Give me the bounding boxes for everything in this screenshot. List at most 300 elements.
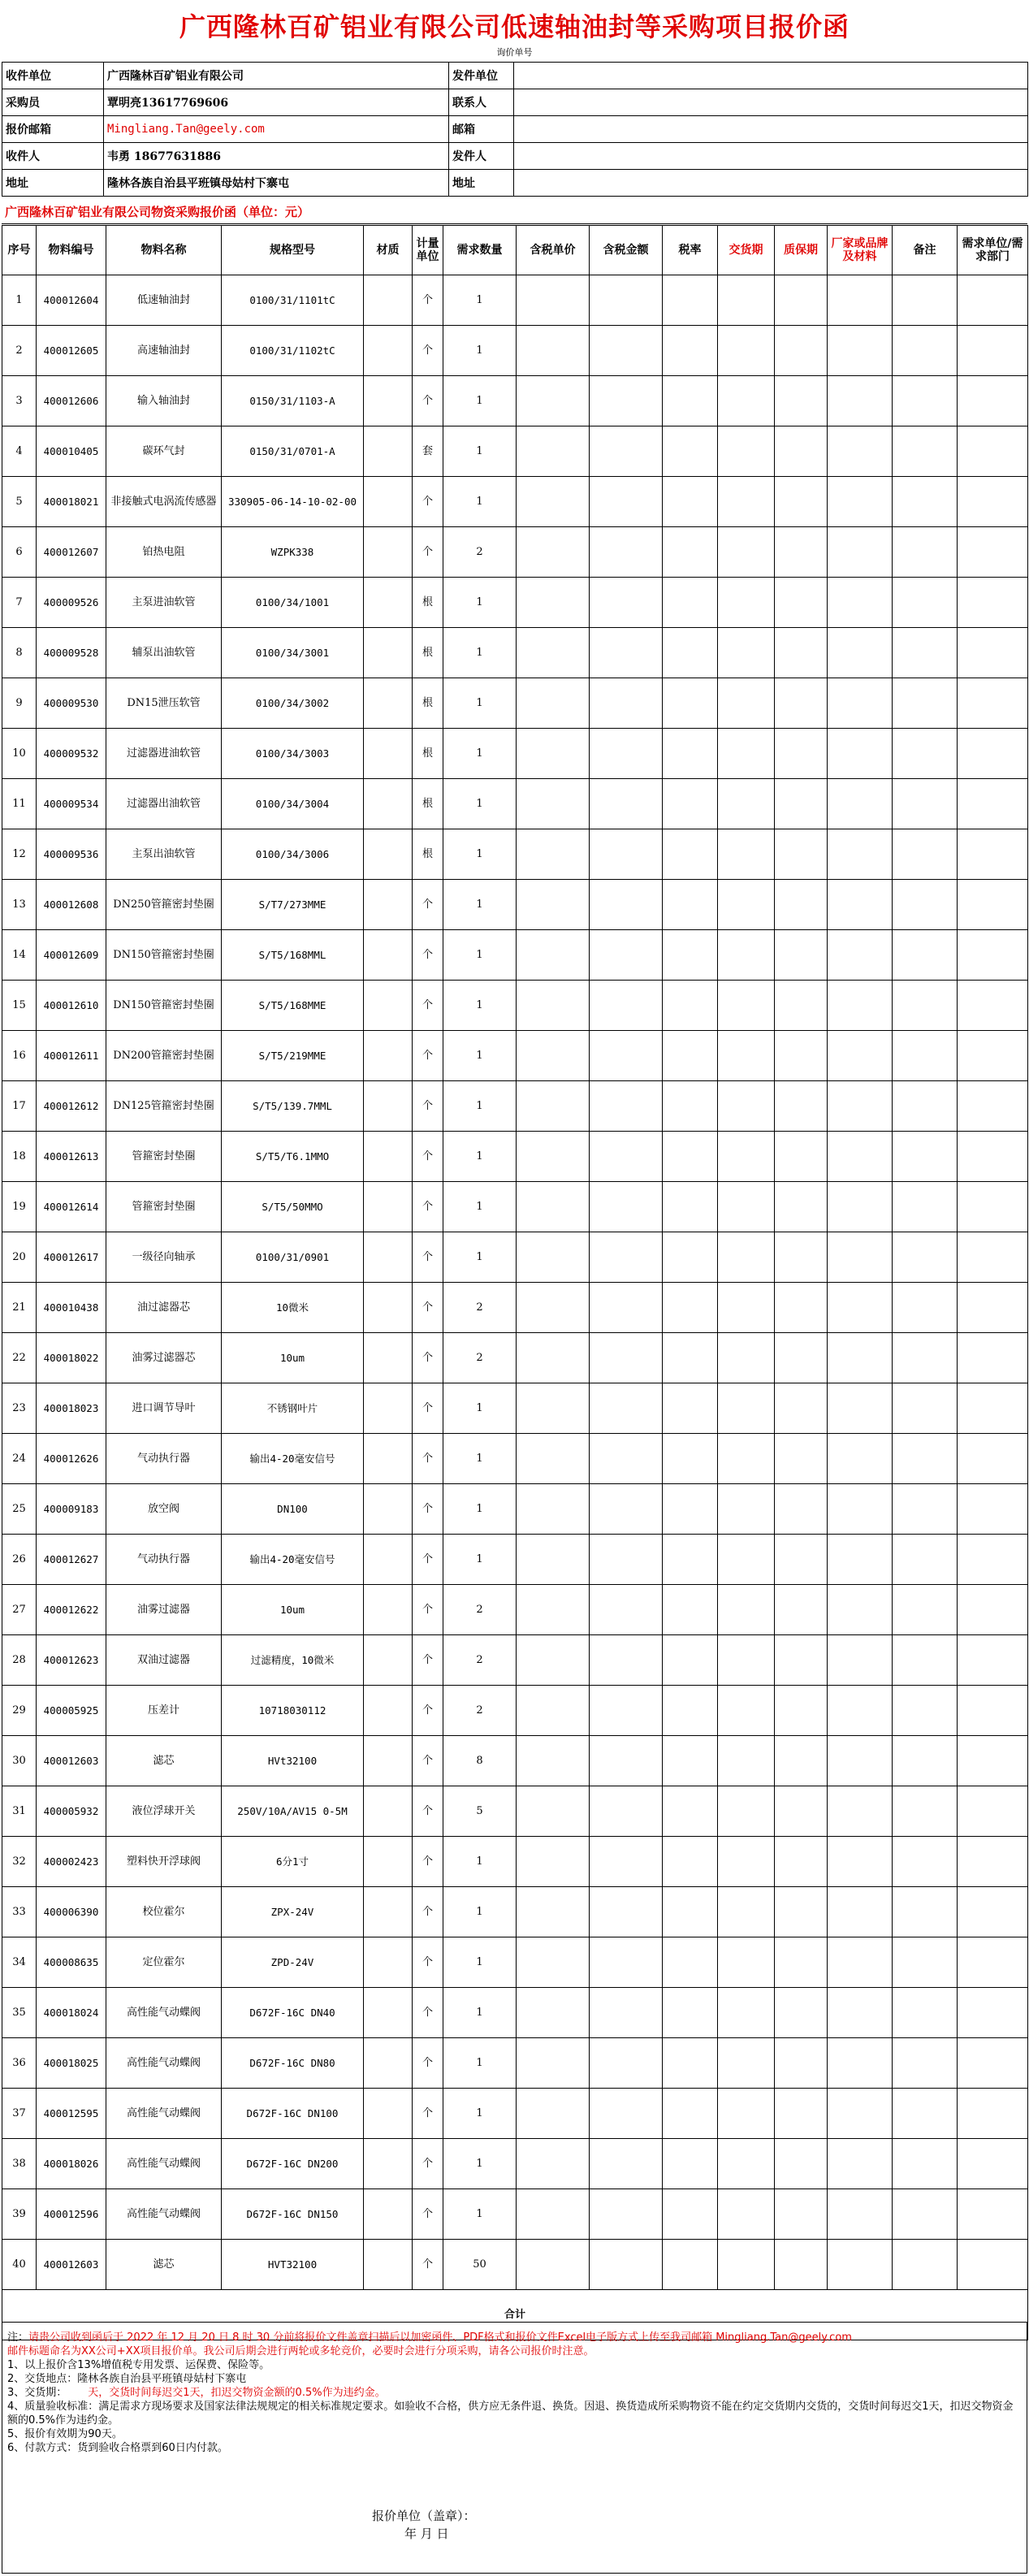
brand-cell[interactable] [828,880,893,930]
warranty-cell[interactable] [775,1887,828,1937]
warranty-cell[interactable] [775,829,828,880]
department-cell[interactable] [958,829,1028,880]
delivery-cell[interactable] [718,275,775,326]
unit-price-cell[interactable] [517,1132,590,1182]
remark-cell[interactable] [893,376,958,426]
warranty-cell[interactable] [775,1232,828,1283]
warranty-cell[interactable] [775,2240,828,2290]
tax-rate-cell[interactable] [663,880,718,930]
sender-unit-value[interactable] [514,63,1028,89]
delivery-cell[interactable] [718,930,775,981]
amount-cell[interactable] [590,1132,663,1182]
remark-cell[interactable] [893,1535,958,1585]
delivery-cell[interactable] [718,578,775,628]
warranty-cell[interactable] [775,426,828,477]
material-cell[interactable] [364,275,413,326]
tax-rate-cell[interactable] [663,829,718,880]
remark-cell[interactable] [893,779,958,829]
remark-cell[interactable] [893,275,958,326]
amount-cell[interactable] [590,2189,663,2240]
remark-cell[interactable] [893,1081,958,1132]
department-cell[interactable] [958,1333,1028,1383]
tax-rate-cell[interactable] [663,2240,718,2290]
unit-price-cell[interactable] [517,1937,590,1988]
tax-rate-cell[interactable] [663,1585,718,1635]
material-cell[interactable] [364,1585,413,1635]
brand-cell[interactable] [828,930,893,981]
warranty-cell[interactable] [775,930,828,981]
delivery-cell[interactable] [718,1333,775,1383]
tax-rate-cell[interactable] [663,1686,718,1736]
material-cell[interactable] [364,1283,413,1333]
material-cell[interactable] [364,1686,413,1736]
tax-rate-cell[interactable] [663,1434,718,1484]
warranty-cell[interactable] [775,981,828,1031]
unit-price-cell[interactable] [517,426,590,477]
department-cell[interactable] [958,1031,1028,1081]
remark-cell[interactable] [893,2139,958,2189]
department-cell[interactable] [958,981,1028,1031]
amount-cell[interactable] [590,1383,663,1434]
tax-rate-cell[interactable] [663,981,718,1031]
department-cell[interactable] [958,1736,1028,1786]
department-cell[interactable] [958,2189,1028,2240]
warranty-cell[interactable] [775,1383,828,1434]
delivery-cell[interactable] [718,1383,775,1434]
unit-price-cell[interactable] [517,275,590,326]
unit-price-cell[interactable] [517,1786,590,1837]
department-cell[interactable] [958,1383,1028,1434]
warranty-cell[interactable] [775,1786,828,1837]
unit-price-cell[interactable] [517,326,590,376]
material-cell[interactable] [364,678,413,729]
unit-price-cell[interactable] [517,1333,590,1383]
delivery-cell[interactable] [718,678,775,729]
warranty-cell[interactable] [775,1988,828,2038]
delivery-cell[interactable] [718,1635,775,1686]
amount-cell[interactable] [590,1837,663,1887]
material-cell[interactable] [364,1232,413,1283]
tax-rate-cell[interactable] [663,930,718,981]
tax-rate-cell[interactable] [663,1132,718,1182]
unit-price-cell[interactable] [517,1383,590,1434]
unit-price-cell[interactable] [517,1988,590,2038]
department-cell[interactable] [958,1182,1028,1232]
warranty-cell[interactable] [775,1535,828,1585]
amount-cell[interactable] [590,1484,663,1535]
brand-cell[interactable] [828,1182,893,1232]
department-cell[interactable] [958,2139,1028,2189]
unit-price-cell[interactable] [517,1283,590,1333]
brand-cell[interactable] [828,779,893,829]
warranty-cell[interactable] [775,2139,828,2189]
department-cell[interactable] [958,376,1028,426]
material-cell[interactable] [364,981,413,1031]
delivery-cell[interactable] [718,829,775,880]
sender-value[interactable] [514,143,1028,170]
brand-cell[interactable] [828,426,893,477]
department-cell[interactable] [958,1837,1028,1887]
brand-cell[interactable] [828,1837,893,1887]
unit-price-cell[interactable] [517,628,590,678]
unit-price-cell[interactable] [517,1182,590,1232]
warranty-cell[interactable] [775,729,828,779]
material-cell[interactable] [364,1937,413,1988]
material-cell[interactable] [364,1383,413,1434]
unit-price-cell[interactable] [517,981,590,1031]
tax-rate-cell[interactable] [663,1031,718,1081]
delivery-cell[interactable] [718,2189,775,2240]
remark-cell[interactable] [893,628,958,678]
remark-cell[interactable] [893,1182,958,1232]
brand-cell[interactable] [828,376,893,426]
department-cell[interactable] [958,2240,1028,2290]
amount-cell[interactable] [590,1887,663,1937]
remark-cell[interactable] [893,1232,958,1283]
brand-cell[interactable] [828,2089,893,2139]
brand-cell[interactable] [828,628,893,678]
remark-cell[interactable] [893,2240,958,2290]
delivery-cell[interactable] [718,2240,775,2290]
amount-cell[interactable] [590,426,663,477]
unit-price-cell[interactable] [517,2139,590,2189]
warranty-cell[interactable] [775,2038,828,2089]
warranty-cell[interactable] [775,326,828,376]
material-cell[interactable] [364,930,413,981]
delivery-cell[interactable] [718,981,775,1031]
brand-cell[interactable] [828,1535,893,1585]
warranty-cell[interactable] [775,1333,828,1383]
warranty-cell[interactable] [775,880,828,930]
mailbox-value[interactable] [514,116,1028,143]
unit-price-cell[interactable] [517,930,590,981]
warranty-cell[interactable] [775,1434,828,1484]
warranty-cell[interactable] [775,1837,828,1887]
remark-cell[interactable] [893,1383,958,1434]
brand-cell[interactable] [828,981,893,1031]
unit-price-cell[interactable] [517,779,590,829]
unit-price-cell[interactable] [517,1736,590,1786]
remark-cell[interactable] [893,527,958,578]
department-cell[interactable] [958,930,1028,981]
material-cell[interactable] [364,578,413,628]
warranty-cell[interactable] [775,1283,828,1333]
amount-cell[interactable] [590,2038,663,2089]
delivery-cell[interactable] [718,1887,775,1937]
tax-rate-cell[interactable] [663,1383,718,1434]
brand-cell[interactable] [828,326,893,376]
warranty-cell[interactable] [775,1484,828,1535]
delivery-cell[interactable] [718,628,775,678]
delivery-cell[interactable] [718,1585,775,1635]
amount-cell[interactable] [590,729,663,779]
brand-cell[interactable] [828,1786,893,1837]
remark-cell[interactable] [893,930,958,981]
brand-cell[interactable] [828,1988,893,2038]
tax-rate-cell[interactable] [663,426,718,477]
warranty-cell[interactable] [775,628,828,678]
amount-cell[interactable] [590,1031,663,1081]
department-cell[interactable] [958,779,1028,829]
amount-cell[interactable] [590,2240,663,2290]
material-cell[interactable] [364,477,413,527]
remark-cell[interactable] [893,426,958,477]
delivery-cell[interactable] [718,1484,775,1535]
unit-price-cell[interactable] [517,578,590,628]
delivery-cell[interactable] [718,1132,775,1182]
delivery-cell[interactable] [718,729,775,779]
department-cell[interactable] [958,1283,1028,1333]
department-cell[interactable] [958,1535,1028,1585]
unit-price-cell[interactable] [517,1434,590,1484]
brand-cell[interactable] [828,527,893,578]
delivery-cell[interactable] [718,779,775,829]
department-cell[interactable] [958,729,1028,779]
unit-price-cell[interactable] [517,2189,590,2240]
material-cell[interactable] [364,1988,413,2038]
unit-price-cell[interactable] [517,729,590,779]
material-cell[interactable] [364,426,413,477]
amount-cell[interactable] [590,2139,663,2189]
department-cell[interactable] [958,477,1028,527]
amount-cell[interactable] [590,1283,663,1333]
tax-rate-cell[interactable] [663,527,718,578]
brand-cell[interactable] [828,477,893,527]
delivery-cell[interactable] [718,2038,775,2089]
material-cell[interactable] [364,1434,413,1484]
remark-cell[interactable] [893,1937,958,1988]
unit-price-cell[interactable] [517,1585,590,1635]
brand-cell[interactable] [828,1484,893,1535]
remark-cell[interactable] [893,477,958,527]
tax-rate-cell[interactable] [663,326,718,376]
brand-cell[interactable] [828,1333,893,1383]
remark-cell[interactable] [893,729,958,779]
remark-cell[interactable] [893,1585,958,1635]
tax-rate-cell[interactable] [663,1988,718,2038]
brand-cell[interactable] [828,1887,893,1937]
remark-cell[interactable] [893,326,958,376]
department-cell[interactable] [958,880,1028,930]
delivery-cell[interactable] [718,1182,775,1232]
amount-cell[interactable] [590,326,663,376]
amount-cell[interactable] [590,930,663,981]
tax-rate-cell[interactable] [663,1837,718,1887]
warranty-cell[interactable] [775,275,828,326]
amount-cell[interactable] [590,1585,663,1635]
tax-rate-cell[interactable] [663,1736,718,1786]
unit-price-cell[interactable] [517,1232,590,1283]
department-cell[interactable] [958,1686,1028,1736]
warranty-cell[interactable] [775,1686,828,1736]
remark-cell[interactable] [893,1786,958,1837]
remark-cell[interactable] [893,981,958,1031]
unit-price-cell[interactable] [517,1635,590,1686]
department-cell[interactable] [958,1434,1028,1484]
material-cell[interactable] [364,1132,413,1182]
warranty-cell[interactable] [775,2089,828,2139]
delivery-cell[interactable] [718,376,775,426]
sender-address-value[interactable] [514,170,1028,197]
amount-cell[interactable] [590,376,663,426]
department-cell[interactable] [958,1887,1028,1937]
brand-cell[interactable] [828,1081,893,1132]
contact-value[interactable] [514,89,1028,116]
warranty-cell[interactable] [775,1081,828,1132]
material-cell[interactable] [364,2139,413,2189]
department-cell[interactable] [958,2089,1028,2139]
department-cell[interactable] [958,628,1028,678]
department-cell[interactable] [958,1988,1028,2038]
amount-cell[interactable] [590,477,663,527]
brand-cell[interactable] [828,1937,893,1988]
material-cell[interactable] [364,1786,413,1837]
warranty-cell[interactable] [775,678,828,729]
amount-cell[interactable] [590,1988,663,2038]
remark-cell[interactable] [893,2089,958,2139]
tax-rate-cell[interactable] [663,1484,718,1535]
brand-cell[interactable] [828,2189,893,2240]
tax-rate-cell[interactable] [663,2189,718,2240]
amount-cell[interactable] [590,779,663,829]
material-cell[interactable] [364,628,413,678]
delivery-cell[interactable] [718,527,775,578]
tax-rate-cell[interactable] [663,678,718,729]
unit-price-cell[interactable] [517,1484,590,1535]
unit-price-cell[interactable] [517,678,590,729]
amount-cell[interactable] [590,981,663,1031]
department-cell[interactable] [958,1585,1028,1635]
department-cell[interactable] [958,1635,1028,1686]
tax-rate-cell[interactable] [663,1887,718,1937]
unit-price-cell[interactable] [517,2089,590,2139]
tax-rate-cell[interactable] [663,376,718,426]
tax-rate-cell[interactable] [663,2038,718,2089]
delivery-cell[interactable] [718,426,775,477]
material-cell[interactable] [364,779,413,829]
unit-price-cell[interactable] [517,477,590,527]
material-cell[interactable] [364,2189,413,2240]
delivery-cell[interactable] [718,1283,775,1333]
delivery-cell[interactable] [718,1031,775,1081]
brand-cell[interactable] [828,1585,893,1635]
remark-cell[interactable] [893,1434,958,1484]
delivery-cell[interactable] [718,1686,775,1736]
department-cell[interactable] [958,326,1028,376]
remark-cell[interactable] [893,1837,958,1887]
material-cell[interactable] [364,1484,413,1535]
tax-rate-cell[interactable] [663,1283,718,1333]
warranty-cell[interactable] [775,1585,828,1635]
department-cell[interactable] [958,1937,1028,1988]
remark-cell[interactable] [893,2038,958,2089]
material-cell[interactable] [364,1837,413,1887]
delivery-cell[interactable] [718,1535,775,1585]
material-cell[interactable] [364,2240,413,2290]
brand-cell[interactable] [828,1736,893,1786]
brand-cell[interactable] [828,2139,893,2189]
unit-price-cell[interactable] [517,376,590,426]
material-cell[interactable] [364,880,413,930]
remark-cell[interactable] [893,1887,958,1937]
unit-price-cell[interactable] [517,1837,590,1887]
remark-cell[interactable] [893,1132,958,1182]
warranty-cell[interactable] [775,578,828,628]
brand-cell[interactable] [828,1232,893,1283]
material-cell[interactable] [364,1635,413,1686]
warranty-cell[interactable] [775,1937,828,1988]
amount-cell[interactable] [590,1937,663,1988]
amount-cell[interactable] [590,578,663,628]
material-cell[interactable] [364,1887,413,1937]
amount-cell[interactable] [590,2089,663,2139]
delivery-cell[interactable] [718,1837,775,1887]
brand-cell[interactable] [828,2240,893,2290]
delivery-cell[interactable] [718,880,775,930]
tax-rate-cell[interactable] [663,1232,718,1283]
remark-cell[interactable] [893,1484,958,1535]
delivery-cell[interactable] [718,2139,775,2189]
unit-price-cell[interactable] [517,1031,590,1081]
material-cell[interactable] [364,829,413,880]
amount-cell[interactable] [590,275,663,326]
tax-rate-cell[interactable] [663,1937,718,1988]
tax-rate-cell[interactable] [663,578,718,628]
unit-price-cell[interactable] [517,1535,590,1585]
remark-cell[interactable] [893,578,958,628]
department-cell[interactable] [958,1081,1028,1132]
tax-rate-cell[interactable] [663,1333,718,1383]
department-cell[interactable] [958,1232,1028,1283]
remark-cell[interactable] [893,1736,958,1786]
brand-cell[interactable] [828,275,893,326]
unit-price-cell[interactable] [517,1686,590,1736]
department-cell[interactable] [958,527,1028,578]
tax-rate-cell[interactable] [663,1081,718,1132]
amount-cell[interactable] [590,829,663,880]
unit-price-cell[interactable] [517,829,590,880]
material-cell[interactable] [364,1535,413,1585]
amount-cell[interactable] [590,628,663,678]
tax-rate-cell[interactable] [663,1635,718,1686]
tax-rate-cell[interactable] [663,779,718,829]
remark-cell[interactable] [893,2189,958,2240]
tax-rate-cell[interactable] [663,1182,718,1232]
amount-cell[interactable] [590,1686,663,1736]
remark-cell[interactable] [893,1333,958,1383]
material-cell[interactable] [364,376,413,426]
amount-cell[interactable] [590,1333,663,1383]
material-cell[interactable] [364,2038,413,2089]
brand-cell[interactable] [828,1434,893,1484]
unit-price-cell[interactable] [517,2038,590,2089]
tax-rate-cell[interactable] [663,2139,718,2189]
brand-cell[interactable] [828,1132,893,1182]
warranty-cell[interactable] [775,779,828,829]
brand-cell[interactable] [828,1283,893,1333]
department-cell[interactable] [958,578,1028,628]
delivery-cell[interactable] [718,1988,775,2038]
amount-cell[interactable] [590,1736,663,1786]
material-cell[interactable] [364,729,413,779]
tax-rate-cell[interactable] [663,1535,718,1585]
warranty-cell[interactable] [775,1182,828,1232]
brand-cell[interactable] [828,1383,893,1434]
remark-cell[interactable] [893,678,958,729]
unit-price-cell[interactable] [517,880,590,930]
remark-cell[interactable] [893,1988,958,2038]
unit-price-cell[interactable] [517,1081,590,1132]
